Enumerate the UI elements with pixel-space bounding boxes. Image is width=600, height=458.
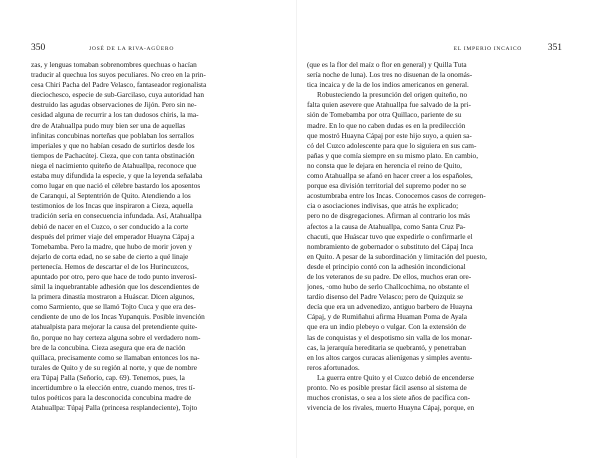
text-line: acostumbraba entre los Incas. Conocemos casos de corregen-	[307, 191, 486, 201]
text-line: pertenecía. Hemos de descartar el de los Hurincuzcos,	[31, 261, 189, 271]
text-line: era Túpaj Palla (Señorío, cap. 69). Tenemos, pues, la	[31, 372, 185, 382]
right-page	[307, 42, 562, 413]
text-line: testimonios de los Incas que inspiraron a Cieza, aquella	[31, 201, 193, 211]
text-line: desde el principio contó con la adhesión incondicional	[307, 261, 466, 271]
text-line: tiempos de Pachacútej. Cieza, que con tanta obstinación	[31, 150, 195, 160]
text-line: atahualpista para mejorar la causa del pretendiente quite-	[31, 322, 198, 332]
text-line: que era un indio plebeyo o vulgar. Con la extensión de	[307, 322, 467, 332]
text-line: en los altos cargos curacas alienígenas y simples aventu-	[307, 352, 473, 362]
text-line: las de conquistas y el despotismo sin valla de los monar-	[307, 332, 473, 342]
text-line: niega el nacimiento quiteño de Atahuallpa, reconoce que	[31, 160, 197, 170]
text-line: de los veteranos de su padre. De ellos, muchos eran ore-	[307, 271, 472, 281]
text-line: jones, ·omo hubo de serlo Challcochima, no obstante el	[307, 282, 470, 292]
text-line: Atahuallpa: Túpaj Palla (princesa resplandeciente), Tojto	[31, 403, 198, 413]
text-line: Tomebamba. Pero la madre, que hubo de morir joven y	[31, 241, 192, 251]
text-line: chacuti, que Huáscar tuvo que expedirle o confirmarle el	[307, 231, 473, 241]
left-page-header	[31, 42, 286, 56]
text-line: debió de nacer en el Cuzco, o ser conducido a la corte	[31, 221, 189, 231]
text-line: cendiente de uno de los Incas Yupanquis. Posible invención	[31, 312, 205, 322]
text-line: Cápaj, y de Rumiñahui afirma Huaman Poma de Ayala	[307, 312, 468, 322]
text-line: ño, porque no hay certeza alguna sobre el verdadero nom-	[31, 332, 201, 342]
text-line: afectos a la causa de Atahuallpa, como Santa Cruz Pa-	[307, 221, 466, 231]
text-line: tradición sería en consecuencia infundada. Así, Atahuallpa	[31, 211, 202, 221]
text-line: tica incaica y de la de los indios americanos en general.	[307, 80, 469, 90]
text-line: cesa Chiri Pacha del Padre Velasco, fantaseador regionalista	[31, 80, 207, 90]
text-line: zas, y lenguas tomaban sobrenombres quechuas o hacían	[31, 60, 197, 69]
text-line: tardío disenso del Padre Velasco; pero de Quizquiz se	[307, 292, 464, 302]
text-line: estaba muy difundida la especie, y que la leyenda señalaba	[31, 171, 203, 181]
text-line: cesidad alguna de recurrir a los tan dudosos chiris, la ma-	[31, 110, 199, 120]
text-line: tulos poéticos para la desconocida concubina madre de	[31, 393, 192, 403]
text-line: decía que era un advenedizo, antiguo barbero de Huayna	[307, 302, 473, 312]
text-line: porque esa división territorial del supremo poder no se	[307, 181, 467, 191]
text-line: Robusteciendo la presunción del origen quiteño, no	[317, 90, 468, 100]
left-page-number: 350	[31, 43, 46, 53]
text-line: dieciochesco, especie de sub-Garcilaso, cuya autoridad han	[31, 90, 205, 100]
text-line: de Caranqui, al Septentrión de Quito. Atendiendo a los	[31, 191, 191, 201]
text-line: La guerra entre Quito y el Cuzco debió de encenderse	[317, 372, 475, 382]
text-line: quillaca, precisamente como se llamaban entonces los na-	[31, 352, 200, 362]
text-line: pronto. No es posible prestar fácil asenso al sistema de	[307, 383, 467, 392]
text-line: en Quito. A pesar de la subordinación y limitación del puesto,	[307, 251, 487, 261]
page-gutter	[296, 0, 297, 458]
text-line: apuntado por otro, pero que hace de todo punto inverosí-	[31, 271, 197, 281]
text-line: imperiales y que no habían cesado de surtirlos desde los	[31, 140, 195, 150]
left-page-body	[31, 60, 286, 413]
right-running-head: EL IMPERIO INCAICO	[453, 46, 522, 52]
text-line: después del primer viaje del emperador Huayna Cápaj a	[31, 231, 195, 241]
text-line: có del Cuzco adolescente para que lo siguiera en sus cam-	[307, 140, 477, 150]
text-line: (que es la flor del maíz o flor en general) y Quilla Tuta	[307, 60, 467, 69]
text-line: como lugar en que nació el célebre bastardo los aposentos	[31, 181, 201, 191]
text-line: pañas y que comía siempre en su mismo plato. En cambio,	[307, 150, 479, 160]
text-line: vivencia de los rivales, muerto Huayna Cápaj, porque, en	[307, 403, 475, 413]
text-line: no consta que le dejara en herencia el reino de Quito,	[307, 160, 462, 170]
text-line: falta quien asevere que Atahuallpa fue salvado de la pri-	[307, 100, 471, 110]
text-line: como Sarmiento, que se llamó Tojto Cuca y que era des-	[31, 302, 196, 312]
text-line: muchos cronistas, o sea a los siete años de pacífica con-	[307, 393, 471, 403]
text-line: sería noche de luna). Los tres no disuenan de la onomás-	[307, 70, 473, 80]
right-page-body	[307, 60, 562, 413]
text-line: traducir al quechua los suyos peculiares. No creo en la prin-	[31, 70, 206, 80]
text-line: como Atahuallpa se afanó en hacer creer a los españoles,	[307, 171, 473, 181]
text-line: turales de Quito y de su región al norte, y que de nombre	[31, 362, 197, 372]
right-page-number: 351	[547, 43, 562, 53]
text-line: símil la inquebrantable adhesión que los descendientes de	[31, 282, 200, 292]
text-line: destruido las agudas observaciones de Jijón. Pero sin ne-	[31, 100, 197, 110]
text-line: reros afortunados.	[307, 362, 360, 372]
left-running-head: JOSÉ DE LA RIVA-AGÜERO	[89, 46, 175, 52]
text-line: madre. En lo que no caben dudas es en la predilección	[307, 120, 466, 130]
text-line: nombramiento de gobernador o substituto del Cápaj Inca	[307, 241, 473, 251]
right-page-header	[307, 42, 562, 56]
text-line: dre de Atahuallpa pudo muy bien ser una de aquellas	[31, 120, 186, 130]
text-line: la primera dinastía mostraron a Huáscar. Dicen algunos,	[31, 292, 195, 302]
text-line: bre de la concubina. Cieza asegura que era de nación	[31, 342, 186, 352]
text-line: incertidumbre o la elección entre, cuando menos, tres tí-	[31, 383, 196, 392]
text-line: cia o asociaciones indivisas, que atrás he explicado;	[307, 201, 459, 211]
text-line: pero no de disgregaciones. Afirman al contrario los más	[307, 211, 471, 221]
left-page	[31, 42, 286, 413]
text-line: dejarlo de corta edad, no se sabe de cierto a qué linaje	[31, 251, 189, 261]
text-line: sión de Tomebamba por otra Quillaco, pariente de su	[307, 110, 462, 120]
text-line: cas, la jerarquía hereditaria se quebrantó, y penetraban	[307, 342, 467, 352]
text-line: infinitas concubinas norteñas que poblaban los serrallos	[31, 130, 194, 140]
text-line: que mostró Huayna Cápaj por este hijo suyo, a quien sa-	[307, 130, 472, 140]
